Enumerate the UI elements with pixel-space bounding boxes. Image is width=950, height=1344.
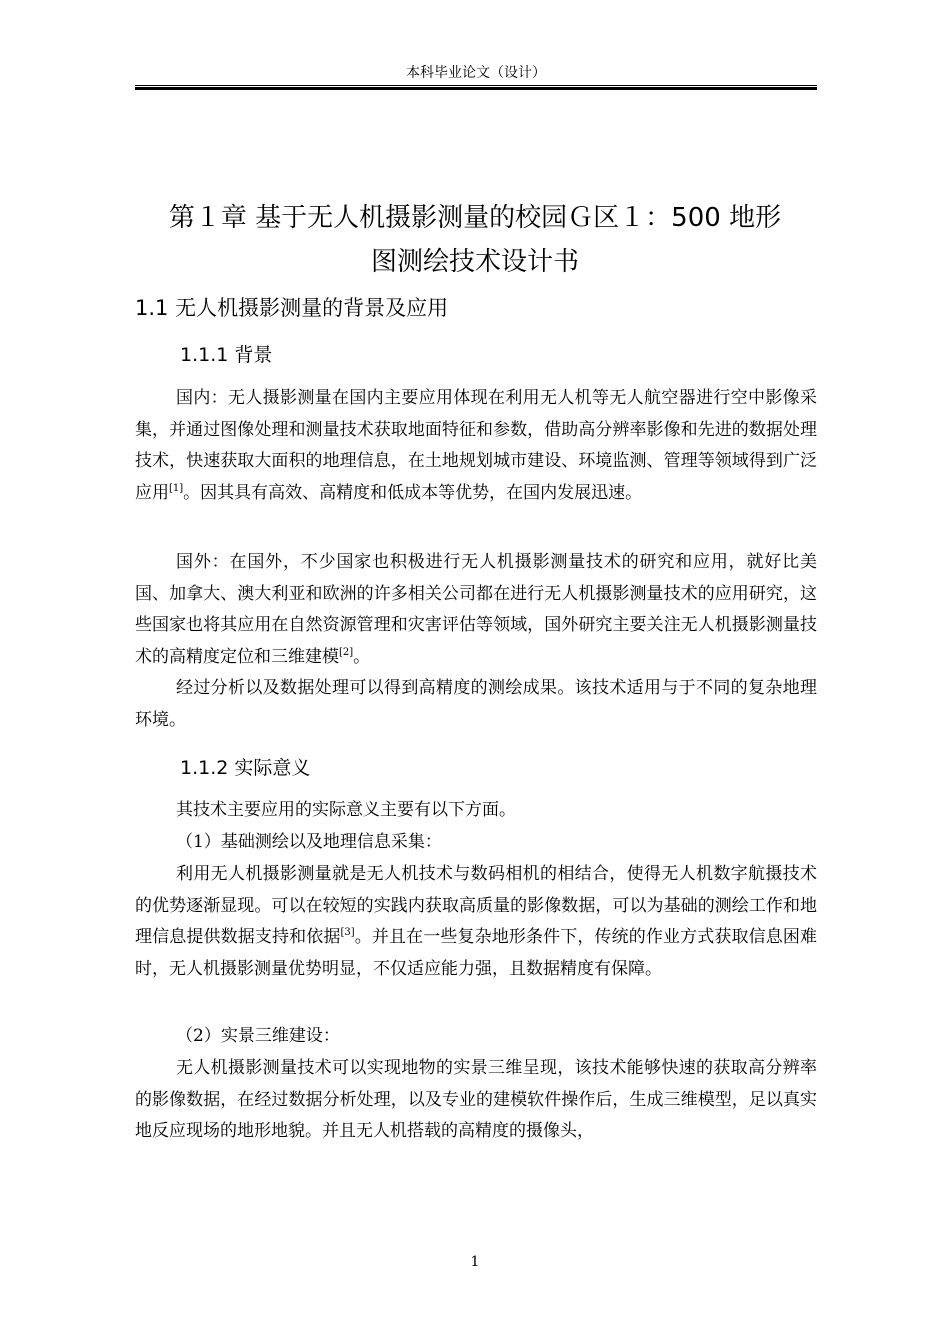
paragraph-item-1-heading: （1）基础测绘以及地理信息采集： [176,832,442,852]
paragraph-domestic-text-a: 国内：无人摄影测量在国内主要应用体现在利用无人机等无人航空器进行空中影像采集，并通过图像处理和测量技术获取地面特征和参数，借助高分辨率影像和先进的数据处理技术，快速获取大面积的地理信息，在土地规划城市建设、环境监测、管理等领域得到广泛应用 [135,388,817,503]
paragraph-foreign-text-a: 国外：在国外，不少国家也积极进行无人机摄影测量技术的研究和应用，就好比美国、加拿大、澳大利亚和欧洲的许多相关公司都在进行无人机摄影测量技术的应用研究，这些国家也将其应用在自然资源管理和灾害评估等领域，国外研究主要关注无人机摄影测量技术的高精度定位和三维建模 [135,552,817,667]
section-heading-1-1-2: 1.1.2 实际意义 [180,757,311,779]
paragraph-basic-mapping-text-b: 。并且在一些复杂地形条件下，传统的作业方式获取信息困难时，无人机摄影测量优势明显，不仅适应能力强，且数据精度有保障。 [135,927,818,979]
paragraph-domestic [135,383,817,509]
paragraph-basic-mapping [135,859,817,985]
header-rule-thin [135,85,817,86]
paragraph-3d-reality: 无人机摄影测量技术可以实现地物的实景三维呈现，该技术能够快速的获取高分辨率的影像数据，在经过数据分析处理，以及专业的建模软件操作后，生成三维模型，足以真实地反应现场的地形地貌。并且无人机搭载的高精度的摄像头， [135,1058,817,1141]
section-heading-1-1: 1.1 无人机摄影测量的背景及应用 [135,296,449,320]
paragraph-summary: 经过分析以及数据处理可以得到高精度的测绘成果。该技术适用与于不同的复杂地理环境。 [135,678,817,730]
page-number: 1 [470,1254,480,1270]
chapter-title [130,196,820,284]
paragraph-foreign-text-b: 。 [353,646,371,667]
section-heading-1-1-1: 1.1.1 背景 [180,344,273,366]
citation-2: [2] [339,646,354,658]
paragraph-basic-mapping-text-a: 利用无人机摄影测量就是无人机技术与数码相机的相结合，使得无人机数字航摄技术的优势逐渐显现。可以在较短的实践内获取高质量的影像数据，可以为基础的测绘工作和地理信息提供数据支持和依据 [135,864,817,947]
citation-3: [3] [340,927,355,938]
header-rule-thick [135,87,817,90]
chapter-title-line1: 第１章 基于无人机摄影测量的校园Ｇ区１：500 地形 [168,203,782,233]
paragraph-item-2-heading: （2）实景三维建设： [176,1026,340,1046]
citation-1: [1] [169,482,184,494]
paragraph-significance-intro: 其技术主要应用的实际意义主要有以下方面。 [176,800,516,820]
paragraph-foreign [135,547,817,673]
chapter-title-line2: 图测绘技术设计书 [370,247,579,277]
page-header: 本科毕业论文（设计） [406,65,546,81]
paragraph-domestic-text-b: 。因其具有高效、高精度和低成本等优势，在国内发展迅速。 [183,482,643,503]
